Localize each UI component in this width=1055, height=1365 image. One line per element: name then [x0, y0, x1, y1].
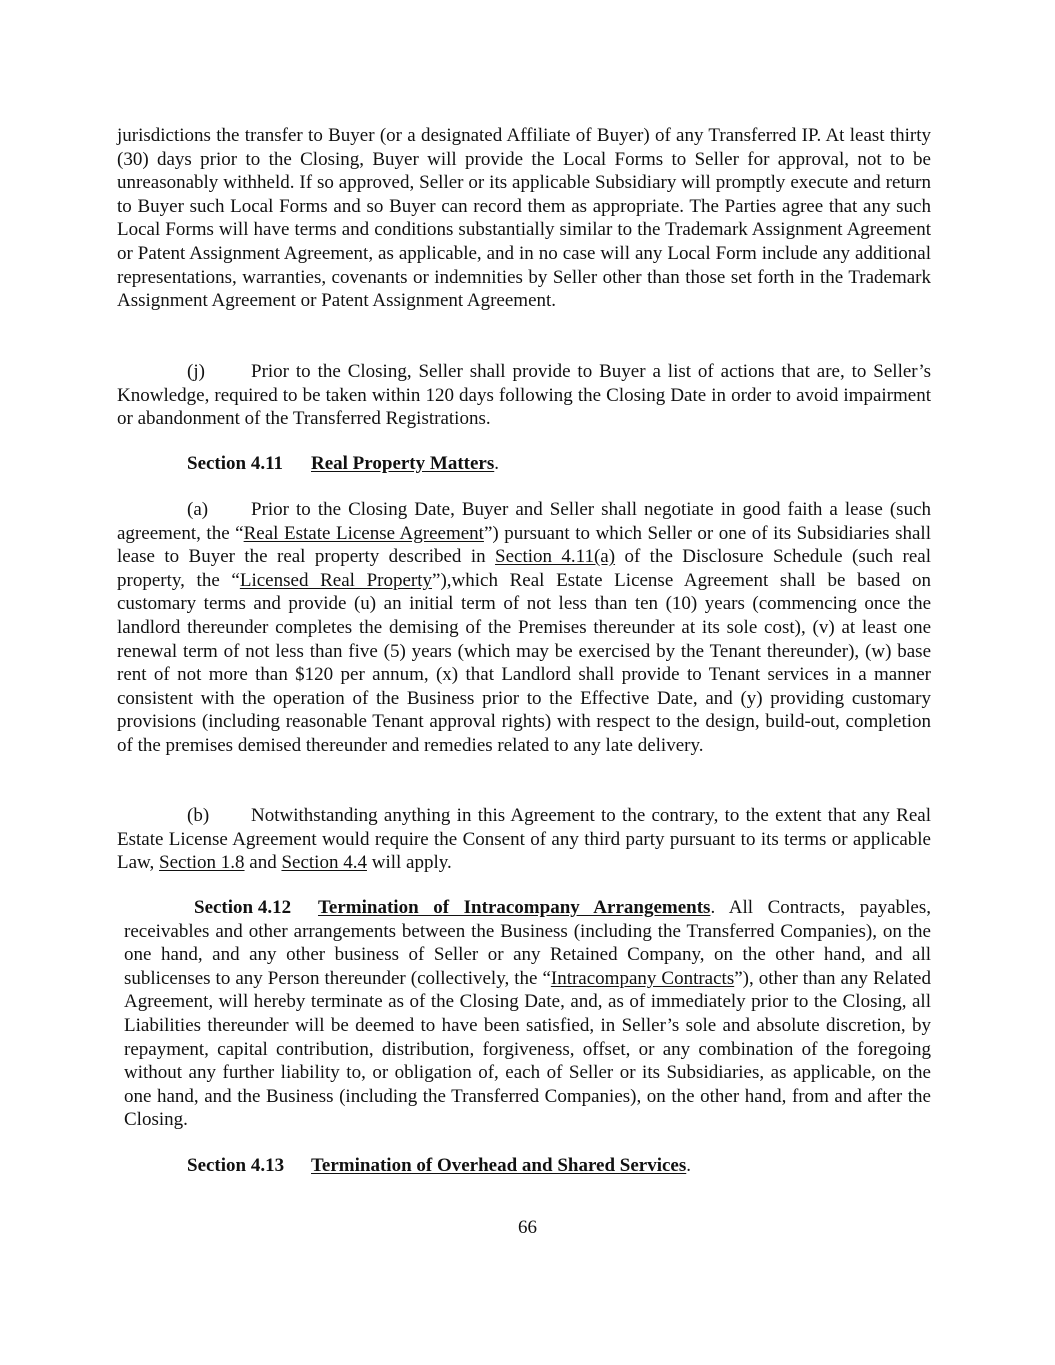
- defined-term-intracompany-contracts: Intracompany Contracts: [550, 967, 735, 989]
- section-4-13-heading: [117, 1154, 931, 1178]
- section-title-end: .: [494, 453, 499, 474]
- paragraph-text: ”),which Real Estate License Agreement shall be based on customary terms and provide (u) an initial term of not less than ten (10) years (commencing once the landlord thereunder completes the demising of the Premises thereunder at its sole cost), (v) at least one renewal term of not less than five (5) years (which may be exercised by the Tenant thereunder), (w) base rent of not more than $120 per annum, (x) that Landlord shall provide to Tenant services in a manner consistent with the operation of the Business prior to the Effective Date, and (y) providing customary provisions (including reasonable Tenant approval rights) with respect to the design, build-out, completion of the premises demised thereunder and remedies related to any late delivery.: [117, 569, 931, 756]
- paragraph-text: ”) pursuant to which Seller or one of its Subsidiaries shall lease to Buyer the real property described in: [117, 522, 931, 568]
- defined-term-real-estate-license-agreement: Real Estate License Agreement: [243, 522, 484, 544]
- paragraph-text: of the Disclosure Schedule (such real property, the “: [117, 546, 932, 591]
- section-4-12-paragraph: [124, 896, 931, 1132]
- clause-label: (a): [187, 499, 209, 520]
- paragraph-local-forms: [117, 124, 931, 313]
- paragraph-a: [117, 498, 931, 758]
- section-number: Section 4.13: [187, 1155, 285, 1176]
- paragraph-text: . All Contracts, payables, receivables and other arrangements between the Business (including the Transferred Companies), on the one hand, and any other business of Seller or any Retained Company, on the other hand, and all sublicenses to any Person thereunder (collectively, the “: [124, 897, 931, 989]
- paragraph-text: ”), other than any Related Agreement, will hereby terminate as of the Closing Date, and, as of immediately prior to the Closing, all Liabilities thereunder will be deemed to have been satisfied, in Seller’s sole and absolute discretion, by repayment, capital contribution, distribution, forgiveness, offset, or any combination of the foregoing without any further liability to, or obligation of, each of Seller or its Subsidiaries, as applicable, on the one hand, and the Business (including the Transferred Companies), on the other hand, from and after the Closing.: [124, 967, 931, 1131]
- section-title: Real Property Matters: [311, 453, 495, 474]
- section-title: Termination of Intracompany Arrangements: [318, 897, 711, 918]
- section-title-end: .: [686, 1155, 692, 1176]
- paragraph-text: Prior to the Closing, Seller shall provide to Buyer a list of actions that are, to Seller’s Knowledge, required to be taken within 120 days following the Closing Date in order to avoid impairment or abandonment of the Transferred Registrations.: [117, 361, 931, 430]
- section-number: Section 4.12: [194, 897, 292, 918]
- section-title: Termination of Overhead and Shared Services: [311, 1155, 687, 1176]
- cross-reference-section-4-4: Section 4.4: [281, 852, 367, 874]
- page-number: 66: [518, 1217, 537, 1238]
- paragraph-b: [117, 804, 931, 875]
- paragraph-text: will apply.: [366, 852, 452, 874]
- paragraph-text: jurisdictions the transfer to Buyer (or a designated Affiliate of Buyer) of any Transferred IP. At least thirty (30) days prior to the Closing, Buyer will provide the Local Forms to Seller for approval, not to be unreasonably withheld. If so approved, Seller or its applicable Subsidiary will promptly execute and return to Buyer such Local Forms and so Buyer can record them as appropriate. The Parties agree that any such Local Forms will have terms and conditions substantially similar to the Trademark Assignment Agreement or Patent Assignment Agreement, as applicable, and in no case will any Local Form include any additional representations, warranties, covenants or indemnities by Seller other than those set forth in the Trademark Assignment Agreement or Patent Assignment Agreement.: [117, 125, 931, 312]
- section-number: Section 4.11: [187, 453, 284, 474]
- section-4-11-heading: [117, 452, 931, 476]
- cross-reference-section-1-8: Section 1.8: [159, 852, 245, 874]
- paragraph-text: Notwithstanding anything in this Agreement to the contrary, to the extent that any Real Estate License Agreement would require the Consent of any third party pursuant to its terms or applicable Law,: [117, 805, 931, 874]
- defined-term-licensed-real-property: Licensed Real Property: [239, 569, 433, 591]
- paragraph-text: Prior to the Closing Date, Buyer and Seller shall negotiate in good faith a lease (such agreement, the “: [117, 499, 931, 544]
- paragraph-text: and: [244, 852, 282, 874]
- clause-label: (j): [187, 361, 205, 382]
- paragraph-j: [117, 360, 931, 431]
- clause-label: (b): [187, 805, 210, 826]
- cross-reference-section-4-11a: Section 4.11(a): [495, 546, 616, 568]
